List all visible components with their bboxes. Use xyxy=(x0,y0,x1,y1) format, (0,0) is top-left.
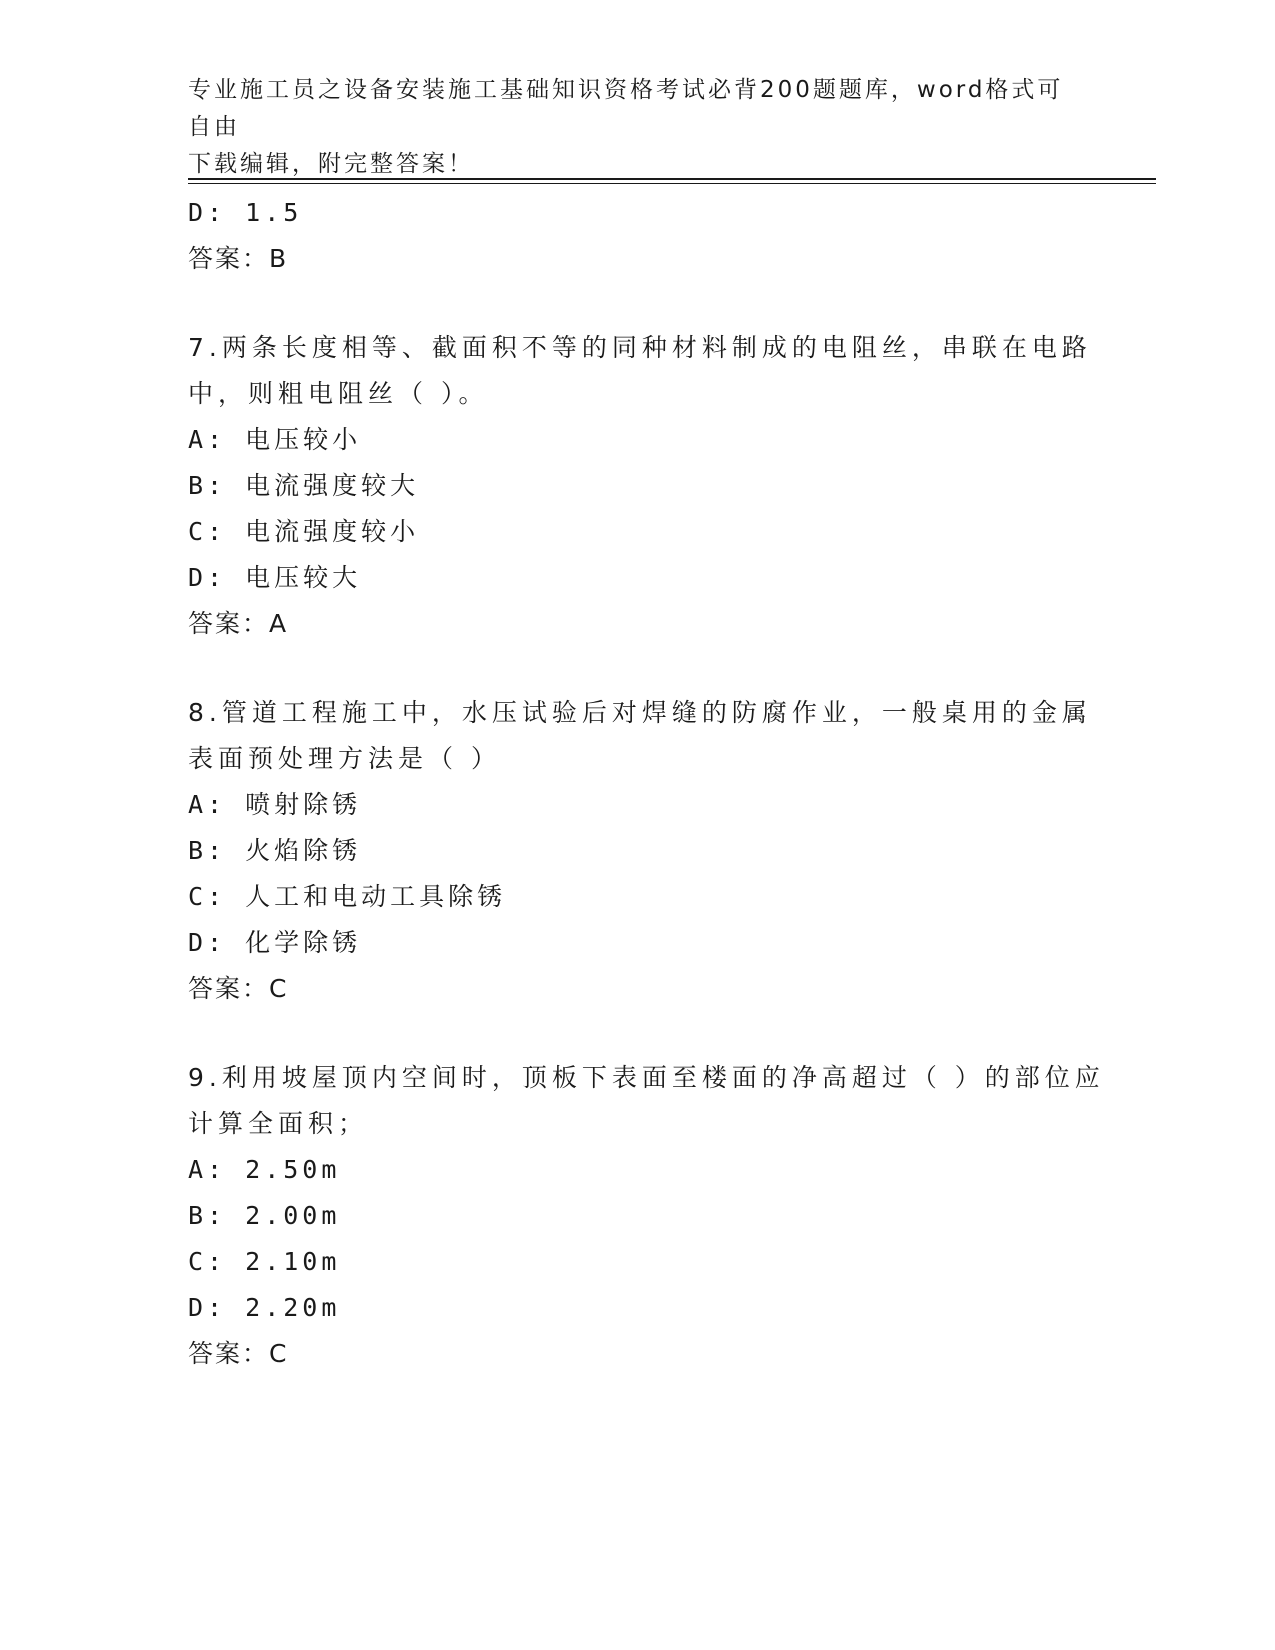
question-list xyxy=(188,190,1105,1377)
previous-question-tail xyxy=(188,190,1088,282)
header-rule-thick xyxy=(188,178,1156,180)
header-line-1: 专业施工员之设备安装施工基础知识资格考试必背200题题库，word格式可自由 xyxy=(188,77,1064,140)
option-d: D: 化学除锈 xyxy=(188,928,362,957)
question-stem-continued: 中，则粗电阻丝（ ）。 xyxy=(188,379,489,408)
question-stem: 9.利用坡屋顶内空间时，顶板下表面至楼面的净高超过（ ）的部位应 xyxy=(188,1063,1105,1092)
option-b: B: 火焰除锈 xyxy=(188,836,362,865)
document-header xyxy=(188,72,1088,183)
option-d: D: 电压较大 xyxy=(188,563,362,592)
question-9 xyxy=(188,1055,1105,1377)
option-b: B: 电流强度较大 xyxy=(188,471,420,500)
answer: 答案：C xyxy=(188,974,289,1003)
option-a: A: 喷射除锈 xyxy=(188,790,362,819)
answer: 答案：A xyxy=(188,609,289,638)
option-d: D: 1.5 xyxy=(188,198,303,227)
question-stem: 7.两条长度相等、截面积不等的同种材料制成的电阻丝，串联在电路 xyxy=(188,333,1092,362)
header-rule-thin xyxy=(188,183,1156,184)
question-stem-continued: 计算全面积； xyxy=(188,1109,369,1138)
question-7 xyxy=(188,325,1092,647)
header-line-2: 下载编辑，附完整答案！ xyxy=(188,151,474,177)
option-b: B: 2.00m xyxy=(188,1201,341,1230)
question-8 xyxy=(188,690,1092,1012)
question-stem-continued: 表面预处理方法是（ ） xyxy=(188,744,501,773)
option-c: C: 人工和电动工具除锈 xyxy=(188,882,507,911)
option-d: D: 2.20m xyxy=(188,1293,341,1322)
question-stem: 8.管道工程施工中，水压试验后对焊缝的防腐作业，一般桌用的金属 xyxy=(188,698,1092,727)
option-a: A: 2.50m xyxy=(188,1155,341,1184)
option-c: C: 2.10m xyxy=(188,1247,341,1276)
answer: 答案：C xyxy=(188,1339,289,1368)
answer: 答案：B xyxy=(188,244,289,273)
option-c: C: 电流强度较小 xyxy=(188,517,420,546)
option-a: A: 电压较小 xyxy=(188,425,362,454)
